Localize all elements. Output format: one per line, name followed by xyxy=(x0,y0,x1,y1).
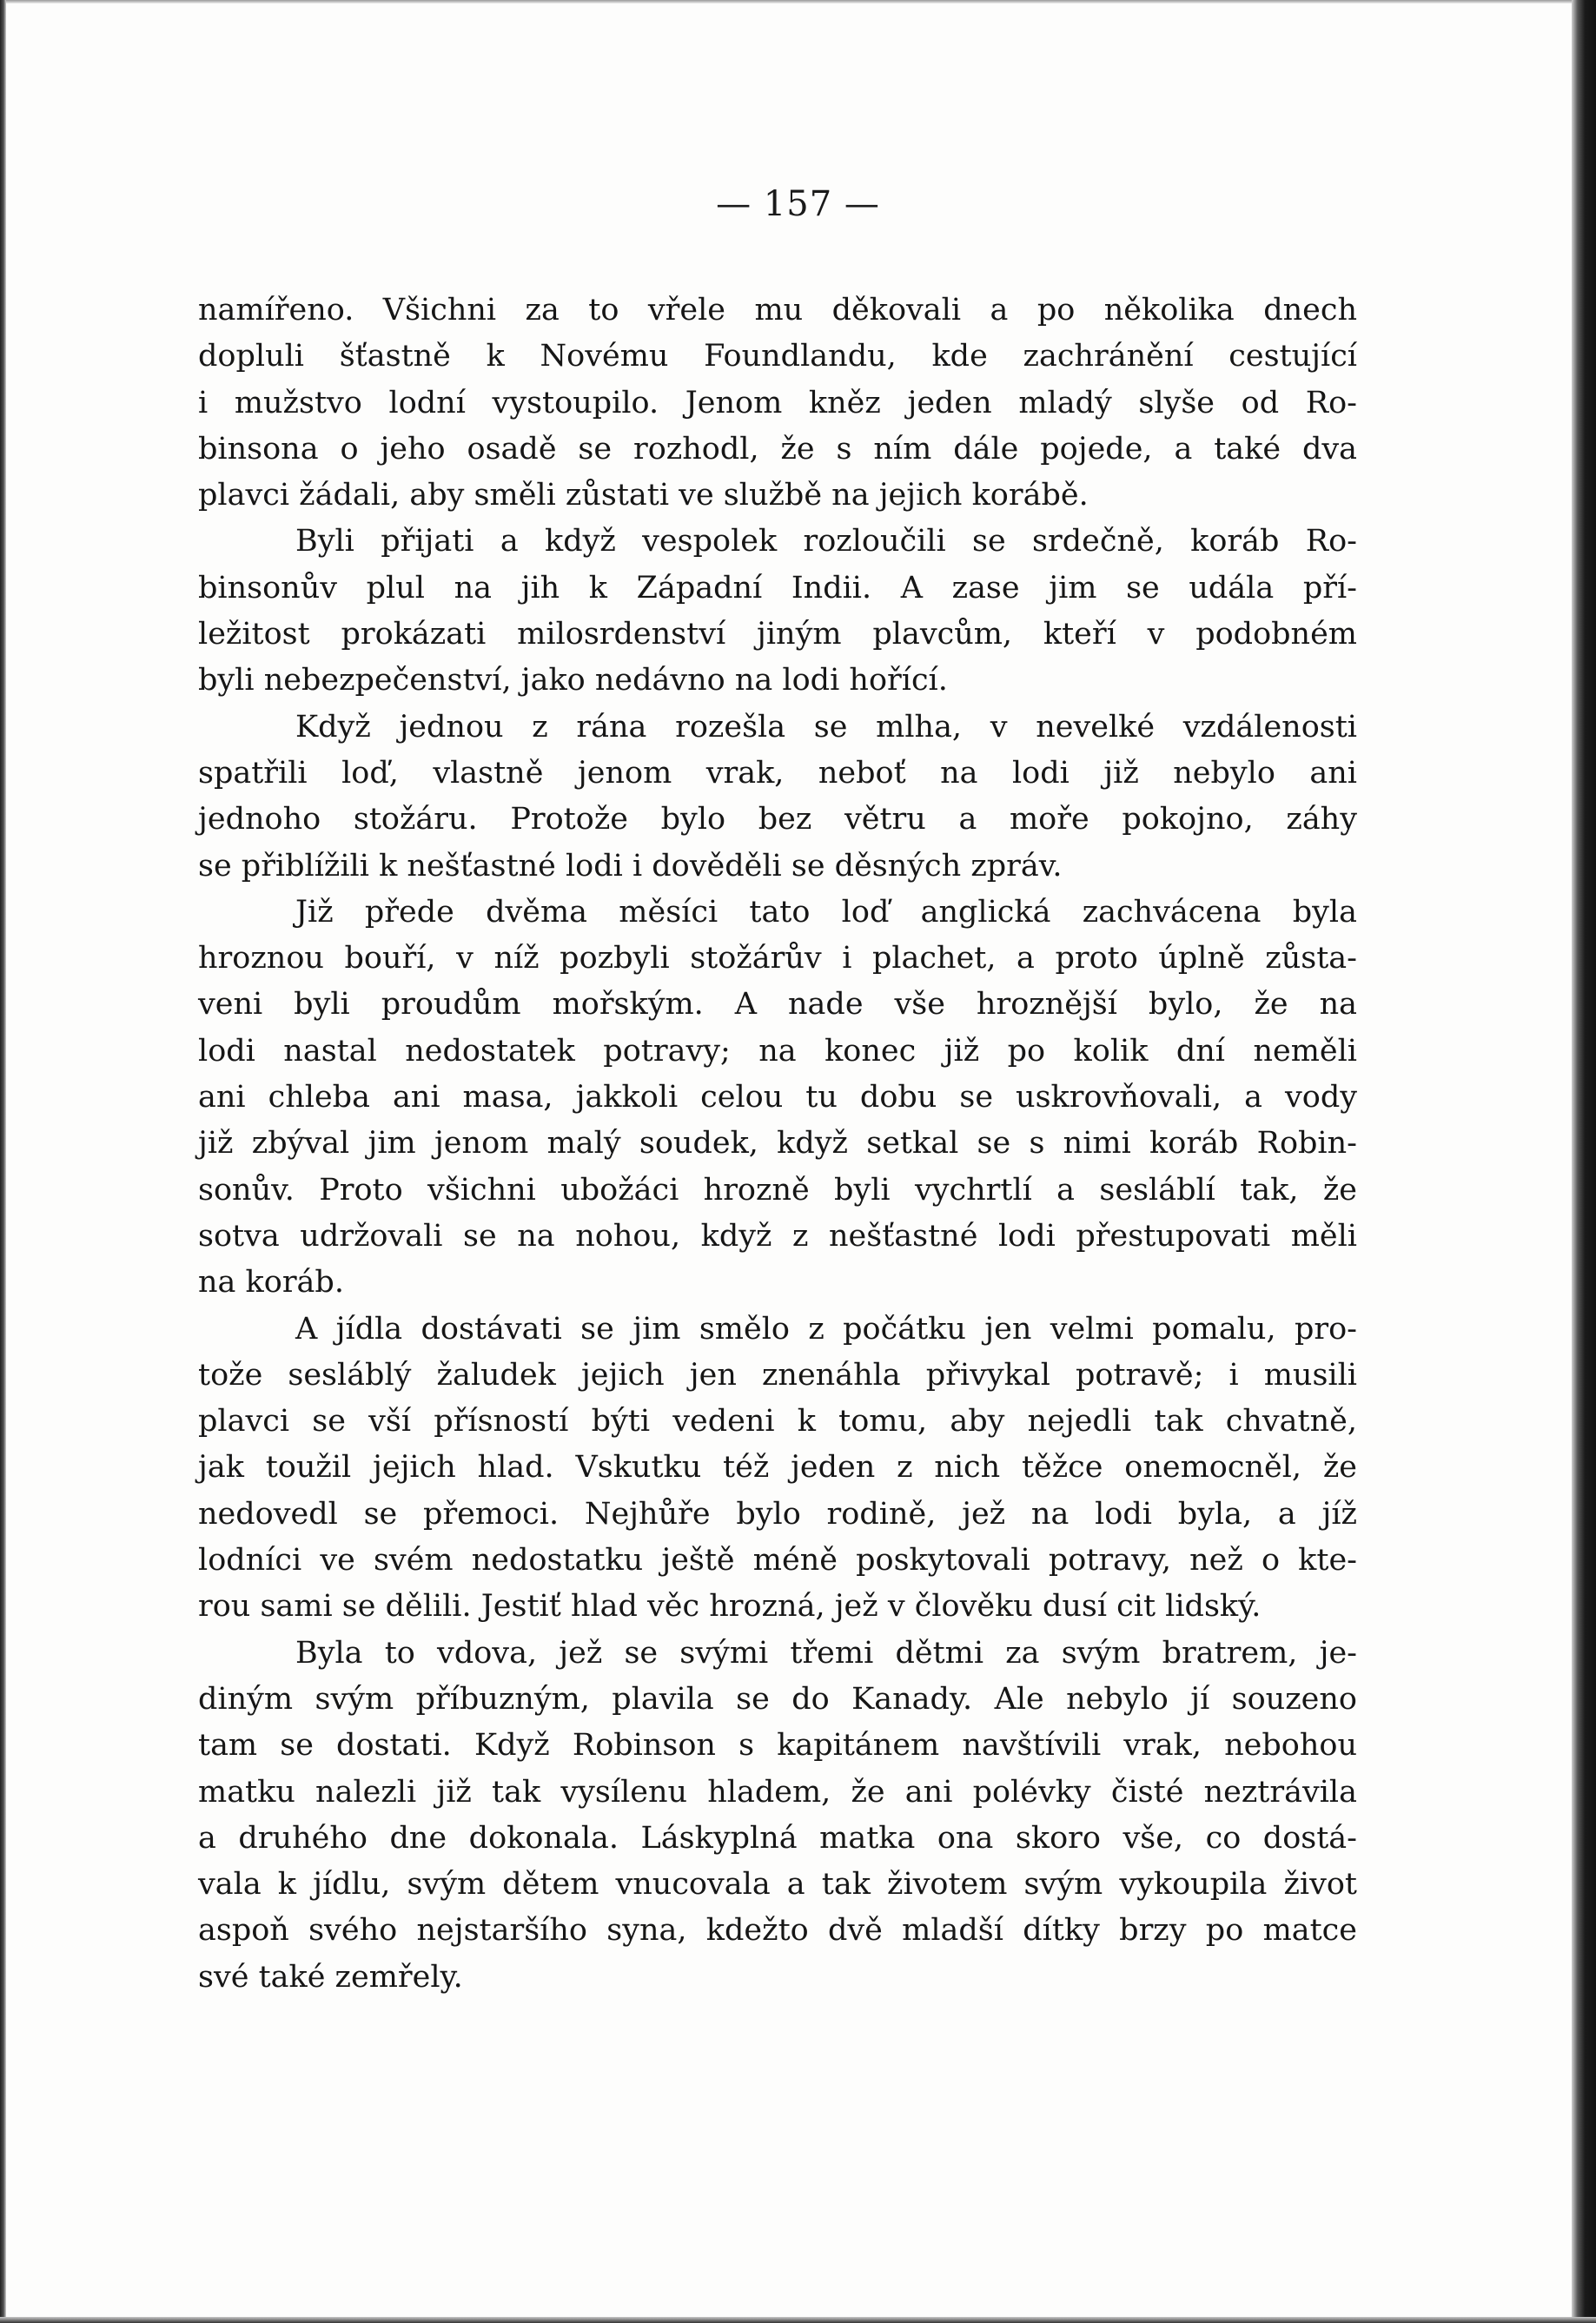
text-line: namířeno. Všichni za to vřele mu děkovali a po několika dnech xyxy=(198,293,1357,328)
text-line: na koráb. xyxy=(198,1265,344,1300)
paragraph xyxy=(198,890,1357,1307)
text-line: i mužstvo lodní vystoupilo. Jenom kněz jeden mladý slyše od Ro- xyxy=(198,385,1357,420)
text-line: tam se dostati. Když Robinson s kapitánem navštívili vrak, nebohou xyxy=(198,1728,1357,1764)
text-line: sotva udržovali se na nohou, když z nešťastné lodi přestupovati měli xyxy=(198,1218,1357,1254)
text-line: dopluli šťastně k Novému Foundlandu, kde zachránění cestující xyxy=(198,339,1357,374)
text-line: spatřili loď, vlastně jenom vrak, neboť na lodi již nebylo ani xyxy=(198,755,1357,791)
scan-right-edge xyxy=(1572,0,1596,2323)
text-line: plavci se vší přísností býti vedeni k tomu, aby nejedli tak chvatně, xyxy=(198,1404,1357,1439)
text-line: nedovedl se přemoci. Nejhůře bylo rodině, jež na lodi byla, a jíž xyxy=(198,1496,1357,1532)
text-line: jednoho stožáru. Protože bylo bez větru a moře pokojno, záhy xyxy=(198,802,1357,837)
text-line: diným svým příbuzným, plavila se do Kanady. Ale nebylo jí souzeno xyxy=(198,1681,1357,1717)
text-line: byli nebezpečenství, jako nedávno na lodi hořící. xyxy=(198,663,948,698)
text-line: veni byli proudům mořským. A nade vše hroznější bylo, že na xyxy=(198,987,1357,1023)
paragraph xyxy=(198,288,1357,519)
scan-left-edge xyxy=(0,0,6,2323)
text-line: binsona o jeho osadě se rozhodl, že s ním dále pojede, a také dva xyxy=(198,431,1357,467)
paragraph xyxy=(198,705,1357,890)
text-line: hroznou bouří, v níž pozbyli stožárův i plachet, a proto úplně zůsta- xyxy=(198,941,1357,976)
paragraph xyxy=(198,519,1357,704)
text-line: sonův. Proto všichni ubožáci hrozně byli vychrtlí a sesláblí tak, že xyxy=(198,1172,1357,1208)
paragraph xyxy=(198,1631,1357,2001)
text-line: Když jednou z rána rozešla se mlha, v nevelké vzdálenosti xyxy=(295,709,1357,745)
text-line: již zbýval jim jenom malý soudek, když setkal se s nimi koráb Robin- xyxy=(198,1126,1357,1162)
text-line: jak toužil jejich hlad. Vskutku též jeden z nich těžce onemocněl, že xyxy=(198,1450,1357,1486)
paragraph xyxy=(198,1307,1357,1631)
text-line: plavci žádali, aby směli zůstati ve službě na jejich korábě. xyxy=(198,478,1089,513)
text-line: tože sesláblý žaludek jejich jen znenáhla přivykal potravě; i musili xyxy=(198,1357,1357,1393)
text-line: Byli přijati a když vespolek rozloučili se srdečně, koráb Ro- xyxy=(295,524,1357,559)
body-text xyxy=(198,288,1357,2001)
text-line: Byla to vdova, jež se svými třemi dětmi za svým bratrem, je- xyxy=(295,1635,1357,1671)
text-line: své také zemřely. xyxy=(198,1959,463,1995)
text-line: rou sami se dělili. Jestiť hlad věc hrozná, jež v člověku dusí cit lidský. xyxy=(198,1589,1262,1625)
scan-top-edge xyxy=(0,0,1596,3)
text-line: a druhého dne dokonala. Láskyplná matka ona skoro vše, co dostá- xyxy=(198,1820,1357,1856)
text-line: vala k jídlu, svým dětem vnucovala a tak životem svým vykoupila život xyxy=(198,1867,1357,1903)
scan-bottom-edge xyxy=(0,2317,1596,2323)
text-line: matku nalezli již tak vysílenu hladem, že ani polévky čisté neztrávila xyxy=(198,1774,1357,1810)
text-line: ani chleba ani masa, jakkoli celou tu dobu se uskrovňovali, a vody xyxy=(198,1080,1357,1115)
text-line: binsonův plul na jih k Západní Indii. A zase jim se udála pří- xyxy=(198,570,1357,606)
text-line: ležitost prokázati milosrdenství jiným plavcům, kteří v podobném xyxy=(198,617,1357,652)
page-number: — 157 — xyxy=(716,184,880,224)
text-line: lodníci ve svém nedostatku ještě méně poskytovali potravy, než o kte- xyxy=(198,1543,1357,1578)
text-line: lodi nastal nedostatek potravy; na konec již po kolik dní neměli xyxy=(198,1033,1357,1069)
text-line: se přiblížili k nešťastné lodi i dověděli se děsných zpráv. xyxy=(198,848,1063,884)
text-line: Již přede dvěma měsíci tato loď anglická zachvácena byla xyxy=(295,894,1357,930)
text-line: A jídla dostávati se jim smělo z počátku jen velmi pomalu, pro- xyxy=(295,1311,1357,1347)
text-line: aspoň svého nejstaršího syna, kdežto dvě mladší dítky brzy po matce xyxy=(198,1913,1357,1949)
